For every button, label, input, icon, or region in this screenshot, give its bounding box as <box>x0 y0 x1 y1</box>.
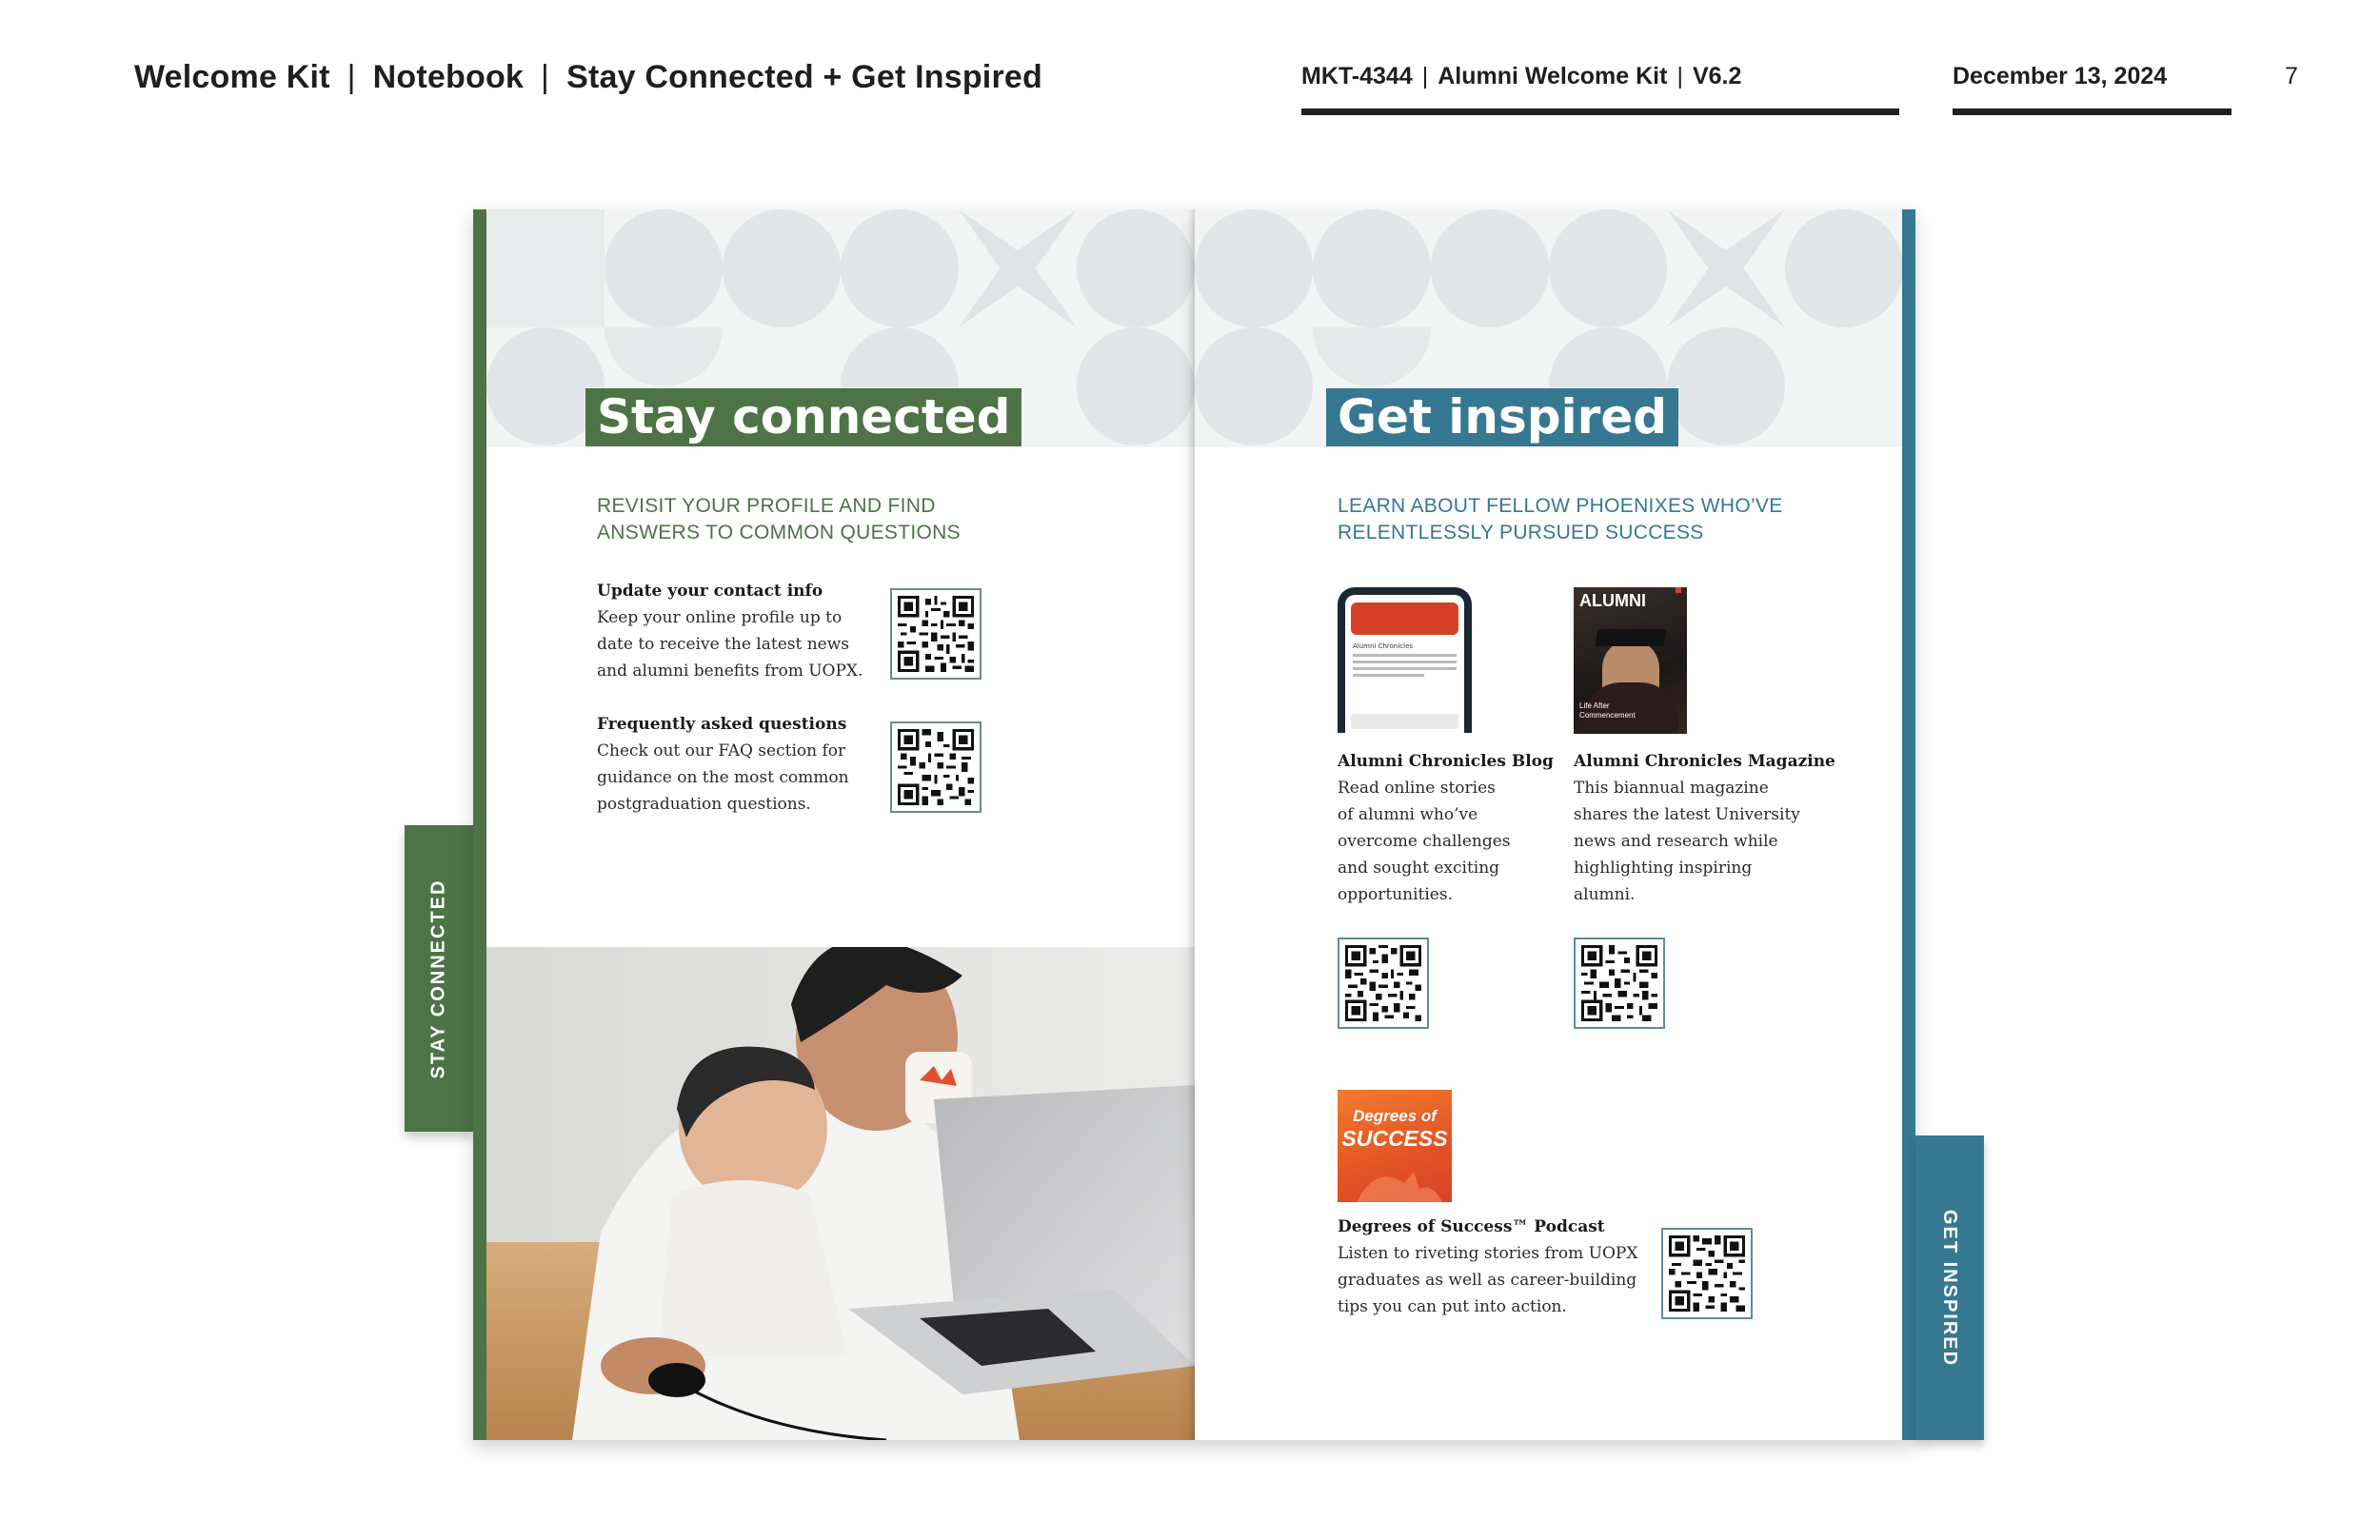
item-body-line: of alumni who’ve <box>1338 805 1478 824</box>
podcast-logo-top: Degrees of <box>1353 1107 1437 1125</box>
magazine-cover-title: ALUMNI <box>1579 591 1646 610</box>
item-body-line: guidance on the most common <box>597 768 849 787</box>
item-body-line: Listen to riveting stories from UOPX <box>1338 1244 1638 1263</box>
doc-code: MKT-4344 <box>1301 63 1413 89</box>
item-title: Alumni Chronicles Blog <box>1338 752 1554 771</box>
breadcrumb-item-welcome-kit: Welcome Kit <box>134 59 330 95</box>
podcast-logo <box>1338 1090 1452 1202</box>
breadcrumb <box>134 59 1042 96</box>
item-body-line: date to receive the latest news <box>597 635 850 654</box>
breadcrumb-separator: | <box>347 59 356 95</box>
right-page <box>1195 209 1915 1440</box>
qr-code-contact-info[interactable] <box>890 588 982 680</box>
page-title: Stay connected <box>585 388 1021 446</box>
subheading-line: ANSWERS TO COMMON QUESTIONS <box>597 522 961 543</box>
item-title: Update your contact info <box>597 582 823 601</box>
left-accent-bar <box>473 209 486 1440</box>
item-body-line: alumni. <box>1574 885 1636 904</box>
magazine-item <box>1574 748 1859 908</box>
item-body-line: and alumni benefits from UOPX. <box>597 661 863 681</box>
item-body-line: news and research while <box>1574 832 1778 851</box>
doc-separator: | <box>1421 63 1429 89</box>
item-body-line: graduates as well as career-building <box>1338 1271 1637 1290</box>
faq-item <box>597 711 883 818</box>
subheading-line: RELENTLESSLY PURSUED SUCCESS <box>1338 522 1704 543</box>
qr-code-podcast[interactable] <box>1661 1228 1753 1319</box>
item-body-line: postgraduation questions. <box>597 795 811 814</box>
doc-separator: | <box>1676 63 1683 89</box>
subheading-line: LEARN ABOUT FELLOW PHOENIXES WHO’VE <box>1338 495 1783 517</box>
qr-code-blog[interactable] <box>1338 938 1429 1029</box>
item-title: Frequently asked questions <box>597 715 847 734</box>
item-body-line: Read online stories <box>1338 779 1496 798</box>
subheading-line: REVISIT YOUR PROFILE AND FIND <box>597 495 936 517</box>
magazine-cover-caption: Life After Commencement <box>1579 701 1636 720</box>
qr-code-magazine[interactable] <box>1574 938 1665 1029</box>
item-title: Alumni Chronicles Magazine <box>1574 752 1835 771</box>
document-date: December 13, 2024 <box>1953 63 2168 89</box>
page-number: 7 <box>2285 63 2298 89</box>
qr-code-faq[interactable] <box>890 721 982 813</box>
item-body-line: and sought exciting <box>1338 859 1500 878</box>
blog-phone-thumbnail <box>1338 587 1472 733</box>
podcast-logo-bottom: SUCCESS <box>1341 1126 1448 1151</box>
item-body-line: overcome challenges <box>1338 832 1511 851</box>
doc-title: Alumni Welcome Kit <box>1438 63 1668 89</box>
doc-version: V6.2 <box>1692 63 1742 89</box>
item-body-line: Keep your online profile up to <box>597 608 843 627</box>
doc-id-rule <box>1301 109 1899 115</box>
left-page <box>473 209 1195 1440</box>
podcast-item <box>1338 1214 1652 1320</box>
contact-info-item <box>597 578 883 684</box>
section-subheading <box>597 493 961 546</box>
item-body-line: This biannual magazine <box>1574 779 1769 798</box>
item-body-line: shares the latest University <box>1574 805 1800 824</box>
document-id <box>1301 63 1899 90</box>
blog-item <box>1338 748 1557 908</box>
get-inspired-tab <box>1915 1135 1984 1440</box>
item-body-line: Check out our FAQ section for <box>597 741 846 760</box>
section-subheading <box>1338 493 1783 546</box>
item-body-line: opportunities. <box>1338 885 1453 904</box>
breadcrumb-item-notebook: Notebook <box>372 59 525 95</box>
item-body-line: highlighting inspiring <box>1574 859 1753 878</box>
date-rule <box>1953 109 2231 115</box>
magazine-cover <box>1574 587 1687 734</box>
page-title: Get inspired <box>1326 388 1678 446</box>
photo-father-baby-laptop <box>486 947 1195 1440</box>
breadcrumb-item-section: Stay Connected + Get Inspired <box>566 59 1042 95</box>
tab-label: GET INSPIRED <box>1939 1209 1961 1367</box>
right-accent-bar <box>1902 209 1915 1440</box>
breadcrumb-separator: | <box>541 59 550 95</box>
stay-connected-tab <box>405 825 473 1132</box>
item-title: Degrees of Success™ Podcast <box>1338 1217 1605 1236</box>
item-body-line: tips you can put into action. <box>1338 1297 1567 1316</box>
tab-label: STAY CONNECTED <box>427 879 449 1078</box>
phone-screen-title: Alumni Chronicles <box>1353 642 1414 650</box>
